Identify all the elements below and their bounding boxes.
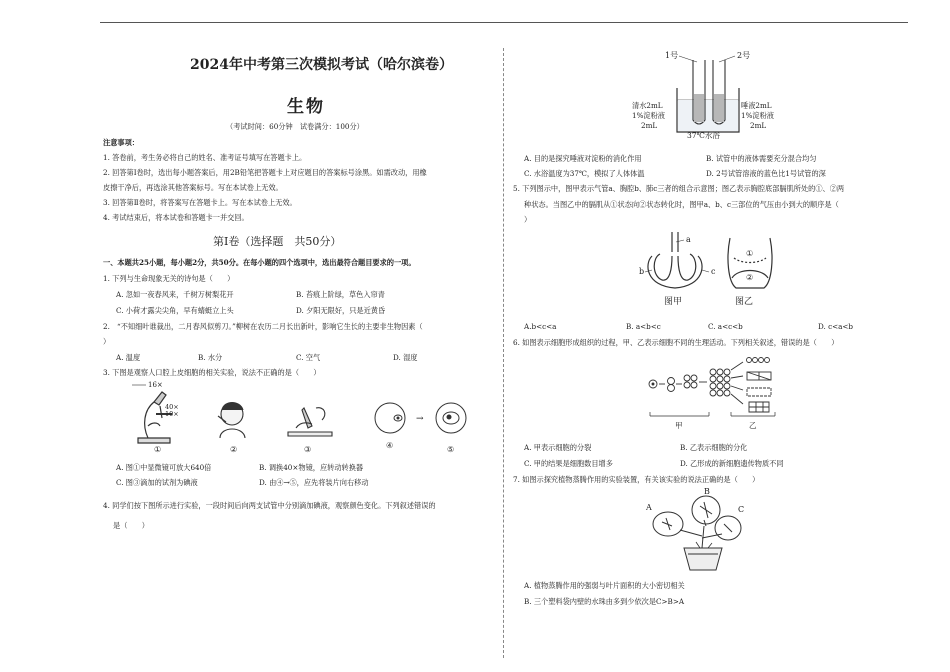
q6-label-jia: 甲 [675,421,683,430]
q7-label-b: B [704,487,710,496]
note-item: 4. 考试结束后，将本试卷和答题卡一并交回。 [103,213,249,222]
q1-option-b: B. 苔痕上阶绿，草色入帘青 [296,290,385,299]
cell-division-diagram [649,358,771,413]
q7-label-c: C [738,505,745,514]
q5-label-b: b [639,267,645,276]
q1-option-a: A. 忽如一夜春风来，千树万树梨花开 [116,290,234,299]
q5-label-c: c [711,267,716,276]
q6-label-yi: 乙 [749,421,757,430]
q3-eyepiece-label: 16× [148,381,163,389]
q4-option-b: B. 试管中的液体需要充分混合均匀 [706,154,817,163]
q7-figure-svg [644,486,754,574]
q4-right-label-1: 唾液2mL [741,101,772,110]
q3-option-b: B. 调换40×物镜，应转动转换器 [259,463,364,472]
column-divider [503,48,504,658]
q3-figure-svg [118,380,478,455]
q4-bath-label: 37℃水浴 [687,131,720,140]
q3-lens1-label: 40× [165,403,179,411]
field-of-view-5 [436,403,466,433]
q6-option-c: C. 甲的结果是细胞数目增多 [524,459,613,468]
q4-right-label-2: 1%淀粉液 [741,111,774,120]
q4-right-label-3: 2mL [750,121,767,130]
q2-option-a: A. 温度 [116,353,141,362]
q3-option-d: D. 由④→⑤，应先将装片向右移动 [259,478,369,487]
q6-option-b: B. 乙表示细胞的分化 [680,443,748,452]
q5-label-yi: 图乙 [735,297,754,307]
q5-stem: 5. 下列图示中，图甲表示气管a、胸腔b、肺c三者的组合示意图；图乙表示胸腔底部膈肌所处的①、②两 [513,184,845,193]
q3-label-1: ① [154,445,162,454]
subject-title: 生物 [287,97,325,117]
q4-option-c: C. 水浴温度为37℃，模拟了人体体温 [524,169,645,178]
q5-figure-svg [638,228,778,310]
section-instruction: 一、本题共25小题，每小题2分，共50分。在每小题的四个选项中，选出最符合题目要求的一项。 [103,258,416,267]
q5-stem-2: 种状态。当图乙中的膈肌从①状态向②状态转化时，图甲a、b、c三部位的气压由小到大的顺序是（ [524,200,839,209]
note-item: 皮擦干净后，再选涂其他答案标号。写在本试卷上无效。 [103,183,283,192]
q5-figure [638,228,778,310]
q4-option-d: D. 2号试管溶液的蓝色比1号试管的深 [706,169,826,178]
note-item: 2. 回答第Ⅰ卷时，选出每小题答案后，用2B铅笔把答题卡上对应题目的答案标号涂黑。如需改动，用橡 [103,168,427,177]
note-item: 1. 答卷前，考生务必将自己的姓名、准考证号填写在答题卡上。 [103,153,307,162]
q4-left-label-2: 1%淀粉液 [632,111,665,120]
q3-label-3: ③ [304,445,312,454]
q5-option-a: A.b<c<a [524,322,557,331]
q2-stem-end: ） [103,337,111,346]
exam-title: 2024年中考第三次模拟考试（哈尔滨卷） [190,57,453,73]
tube1-liquid [694,94,704,122]
dropper-illustration [288,408,332,436]
q3-label-4: ④ [386,441,394,450]
q7-label-a: A [646,503,652,512]
q1-stem: 1. 下列与生命现象无关的诗句是（ ） [103,274,235,283]
q4-tube1-label: 1号 [665,51,679,60]
q5-label-a: a [686,235,691,244]
water-bath [678,100,738,131]
q4-left-label-3: 2mL [641,121,658,130]
q7-option-a: A. 植物蒸腾作用的强弱与叶片面积的大小密切相关 [524,581,685,590]
q2-stem: 2. “不知细叶谁裁出，二月春风似剪刀。”柳树在农历二月长出新叶，影响它生长的主要非生物因素（ [103,322,423,331]
q7-option-b: B. 三个塑料袋内壁的水珠由多到少依次是C>B>A [524,597,685,606]
field-of-view-4 [375,403,405,433]
q3-lens2-label: 10× [165,410,179,418]
notes-heading: 注意事项： [103,138,139,147]
q2-option-c: C. 空气 [296,353,321,362]
q4-stem: 4. 同学们按下图所示进行实验，一段时间后向两支试管中分别滴加碘液，观察颜色变化。下列叙述错误的 [103,501,436,510]
person-illustration [218,403,245,439]
figure-jia-lungs [648,232,702,288]
q4-tube2-label: 2号 [737,51,751,60]
q3-label-2: ② [230,445,238,454]
q3-label-5: ⑤ [447,445,455,454]
header-rule [100,22,908,23]
q4-stem-end: 是（ ） [113,521,149,530]
section-title: 第Ⅰ卷（选择题 共50分） [213,235,342,248]
q2-option-b: B. 水分 [198,353,223,362]
q5-option-b: B. a<b<c [626,322,661,331]
q5-label-jia: 图甲 [664,297,683,307]
q1-option-c: C. 小荷才露尖尖角，早有蜻蜓立上头 [116,306,234,315]
q6-stem: 6. 如图表示细胞形成组织的过程，甲、乙表示细胞不同的生理活动。下列相关叙述，错误的是（ ） [513,338,839,347]
q2-option-d: D. 湿度 [393,353,418,362]
exam-meta: （考试时间：60分钟 试卷满分：100分） [226,122,364,131]
q3-option-c: C. 图③滴加的试剂为碘液 [116,478,198,487]
q1-option-d: D. 夕阳无限好，只是近黄昏 [296,306,386,315]
q4-left-label-1: 清水2mL [632,101,663,110]
q4-option-a: A. 目的是探究唾液对淀粉的消化作用 [524,154,642,163]
q5-option-c: C. a<c<b [708,322,743,331]
q3-figure [118,380,478,455]
tube2-liquid [714,94,724,122]
plant-bags-illustration [653,496,741,570]
q6-option-d: D. 乙形成的新细胞遗传物质不同 [680,459,784,468]
note-item: 3. 回答第Ⅱ卷时，将答案写在答题卡上。写在本试卷上无效。 [103,198,297,207]
q5-label-1: ① [746,249,754,258]
q6-figure [645,354,795,434]
q3-stem: 3. 下图是观察人口腔上皮细胞的相关实验，说法不正确的是（ ） [103,368,321,377]
q5-label-2: ② [746,273,754,282]
q7-stem: 7. 如图示探究植物蒸腾作用的实验装置，有关该实验的说法正确的是（ ） [513,475,760,484]
q7-figure [644,486,754,574]
q3-arrow: → [416,414,424,424]
q6-option-a: A. 甲表示细胞的分裂 [524,443,592,452]
q5-option-d: D. c<a<b [818,322,854,331]
q3-option-a: A. 图①中显微镜可放大640倍 [116,463,212,472]
q6-figure-svg [645,354,795,434]
q5-stem-end: ） [524,215,532,224]
